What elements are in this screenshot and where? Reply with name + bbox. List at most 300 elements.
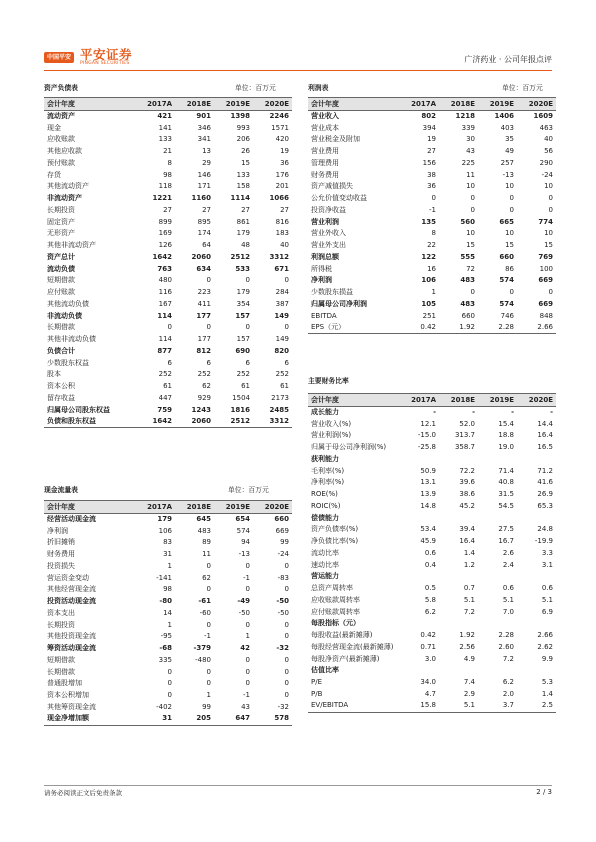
row-value: 0 <box>470 194 475 203</box>
row-value: 9.9 <box>541 654 553 663</box>
row-value: 669 <box>538 299 553 308</box>
row-value: 45.9 <box>420 537 436 546</box>
row-value: -60 <box>199 608 211 617</box>
balance-sheet-unit: 单位：百万元 <box>235 84 276 92</box>
row-label: 经营活动现金流 <box>47 515 96 524</box>
row-value: -379 <box>193 644 211 653</box>
row-value: 225 <box>461 158 475 167</box>
table-row <box>308 689 556 701</box>
row-label: 少数股东权益 <box>47 358 89 367</box>
row-value: 15 <box>544 241 553 250</box>
column-header-year: 2018E <box>439 394 478 407</box>
row-value: 61 <box>241 382 250 391</box>
column-header-year: 2020E <box>517 98 556 111</box>
row-label: 应付账款周转率 <box>311 607 360 616</box>
table-row <box>44 393 292 405</box>
table-row <box>44 525 292 537</box>
row-value: 290 <box>539 158 553 167</box>
row-value: 71.4 <box>498 466 514 475</box>
ratios-title: 主要财务比率 <box>308 377 349 385</box>
row-value <box>517 454 556 466</box>
row-value: 774 <box>538 217 553 226</box>
row-label: 利润总额 <box>311 252 339 261</box>
row-label: 营业税金及附加 <box>311 135 360 144</box>
report-title: 广济药业 · 公司年报点评 <box>464 55 552 64</box>
table-row <box>44 619 292 631</box>
row-value: 895 <box>197 217 211 226</box>
row-value: 3312 <box>253 416 292 428</box>
table-row <box>308 630 556 642</box>
row-value: 358.7 <box>454 443 475 452</box>
row-value: 133 <box>236 170 250 179</box>
row-value: 39.6 <box>459 478 475 487</box>
row-value: 7.0 <box>502 607 514 616</box>
table-row <box>308 536 556 548</box>
row-label: EPS（元） <box>308 322 400 334</box>
row-value: 26 <box>241 147 250 156</box>
row-value: 0 <box>245 323 250 332</box>
row-value: 2512 <box>230 252 250 261</box>
row-value: 0.6 <box>502 584 514 593</box>
row-value <box>439 454 478 466</box>
row-label: 投资净收益 <box>311 205 346 214</box>
row-label: 负债合计 <box>47 346 75 355</box>
balance-sheet-table <box>44 97 292 428</box>
row-value: 555 <box>460 252 475 261</box>
row-value: 339 <box>461 123 475 132</box>
row-value: 43 <box>241 702 250 711</box>
ratios-table <box>308 393 556 713</box>
table-row <box>308 477 556 489</box>
table-row <box>308 583 556 595</box>
row-label: 筹资活动现金流 <box>47 644 96 653</box>
row-value: 31 <box>136 713 175 725</box>
row-value: 15 <box>505 241 514 250</box>
row-value: 0.42 <box>400 322 439 334</box>
row-value: 26.9 <box>537 490 553 499</box>
row-label: 流动资产 <box>47 112 75 121</box>
row-value: 50.9 <box>420 466 436 475</box>
table-row <box>44 252 292 264</box>
row-value: 201 <box>275 182 289 191</box>
row-value: 1218 <box>455 112 475 121</box>
row-value: 27 <box>241 205 250 214</box>
row-value: 39.4 <box>459 525 475 534</box>
row-value: 3.7 <box>478 700 517 712</box>
row-label: 其他筹资现金流 <box>47 702 96 711</box>
row-value: -83 <box>277 573 289 582</box>
column-header-year: 2019E <box>478 394 517 407</box>
row-value: -61 <box>198 597 211 606</box>
row-value: 21 <box>163 147 172 156</box>
row-label: 非流动负债 <box>47 311 82 320</box>
table-row <box>308 653 556 665</box>
row-label: 营运资金变动 <box>47 573 89 582</box>
table-row <box>44 310 292 322</box>
row-value <box>478 571 517 583</box>
row-label: 少数股东损益 <box>311 288 353 297</box>
row-label: 应付账款 <box>47 288 75 297</box>
row-value: 179 <box>236 288 250 297</box>
row-label: 负债和股东权益 <box>44 416 136 428</box>
row-value: 0 <box>167 667 172 676</box>
row-value: 19 <box>280 147 289 156</box>
row-value: 64 <box>202 241 211 250</box>
row-value: 257 <box>500 158 514 167</box>
row-value: 0 <box>548 194 553 203</box>
row-value: 133 <box>158 135 172 144</box>
row-label: 每股经营现金流(最新摊薄) <box>311 642 394 651</box>
row-label: 长期投资 <box>47 620 75 629</box>
table-row <box>44 134 292 146</box>
table-row <box>308 134 556 146</box>
row-value: 560 <box>460 217 475 226</box>
row-value: 36 <box>280 158 289 167</box>
row-value: 0 <box>206 679 211 688</box>
row-value: -13 <box>502 170 514 179</box>
row-label: 净利润 <box>47 526 68 535</box>
row-value: -15.0 <box>417 431 436 440</box>
row-value: 1 <box>167 620 172 629</box>
row-value: 4.7 <box>424 689 436 698</box>
table-row <box>44 275 292 287</box>
row-value: 13.9 <box>420 490 436 499</box>
row-value: 24.8 <box>537 525 553 534</box>
row-value: 15 <box>466 241 475 250</box>
row-label: 净利润 <box>311 276 332 285</box>
row-label: 无形资产 <box>47 229 75 238</box>
row-value: 0 <box>206 585 211 594</box>
row-value: 0 <box>284 679 289 688</box>
row-value: 1243 <box>191 405 211 414</box>
page-number: 2 / 3 <box>536 788 552 796</box>
row-value: 0.6 <box>541 584 553 593</box>
row-value: 0 <box>245 620 250 629</box>
row-label: 财务费用 <box>311 170 339 179</box>
column-header-year: 2020E <box>253 98 292 111</box>
row-value: 0 <box>284 655 289 664</box>
row-value: -1 <box>429 205 436 214</box>
row-value: 483 <box>197 526 211 535</box>
row-value: 671 <box>274 264 289 273</box>
row-label: 长期借款 <box>47 323 75 332</box>
row-value: 98 <box>163 170 172 179</box>
row-value: 660 <box>461 311 475 320</box>
row-value: 463 <box>539 123 553 132</box>
row-label: 固定资产 <box>47 217 75 226</box>
row-value: 61 <box>163 382 172 391</box>
row-value: 899 <box>158 217 172 226</box>
table-row <box>44 643 292 655</box>
row-value: -32 <box>276 644 289 653</box>
table-row <box>44 404 292 416</box>
row-value: 2.28 <box>478 322 517 334</box>
row-value: 94 <box>241 538 250 547</box>
row-value: 99 <box>202 702 211 711</box>
table-row <box>44 572 292 584</box>
table-row <box>44 146 292 158</box>
row-value: 763 <box>157 264 172 273</box>
table-row <box>44 216 292 228</box>
row-value: 15.4 <box>498 419 514 428</box>
table-row <box>308 181 556 193</box>
row-value: 18.8 <box>498 431 514 440</box>
row-label: 非流动资产 <box>47 194 82 203</box>
row-value: -1 <box>204 632 211 641</box>
row-label: 营业外收入 <box>311 229 346 238</box>
table-row <box>44 169 292 181</box>
row-value: 56 <box>544 147 553 156</box>
row-value: 118 <box>158 182 172 191</box>
row-value: 802 <box>421 112 436 121</box>
row-value: 0.71 <box>420 642 436 651</box>
row-value: 2.5 <box>517 700 556 712</box>
row-value: 2.9 <box>463 689 475 698</box>
table-row <box>44 322 292 334</box>
column-header-year: 2019E <box>214 501 253 514</box>
row-value: 654 <box>235 515 250 524</box>
row-value: 156 <box>422 158 436 167</box>
row-value: 877 <box>157 346 172 355</box>
row-label: 获利能力 <box>311 454 339 463</box>
row-value: 0 <box>431 194 436 203</box>
row-value: 8 <box>431 229 436 238</box>
table-row <box>44 631 292 643</box>
row-label: 每股净资产(最新摊薄) <box>311 654 380 663</box>
row-value: 0 <box>245 276 250 285</box>
row-label: 短期借款 <box>47 276 75 285</box>
row-value: 2.66 <box>517 322 556 334</box>
row-value: 403 <box>500 123 514 132</box>
table-row <box>308 524 556 536</box>
row-value: 157 <box>235 311 250 320</box>
table-row <box>308 454 556 466</box>
row-label: 营业收入(%) <box>311 419 352 428</box>
table-row <box>44 346 292 358</box>
row-value: 252 <box>236 370 250 379</box>
row-value: 174 <box>197 229 211 238</box>
column-header-year: 2017A <box>136 98 175 111</box>
row-value: 89 <box>202 538 211 547</box>
row-value: 72 <box>466 264 475 273</box>
row-value: -25.8 <box>417 443 436 452</box>
row-value: 13 <box>202 147 211 156</box>
row-label: 归属于母公司净利润(%) <box>311 443 387 452</box>
table-row <box>308 299 556 311</box>
table-row <box>308 252 556 264</box>
row-value: 7.4 <box>463 678 475 687</box>
row-value: 0 <box>284 691 289 700</box>
row-value <box>478 618 517 630</box>
row-label: 其他应收款 <box>47 147 82 156</box>
row-value: 141 <box>158 123 172 132</box>
table-row <box>44 299 292 311</box>
row-label: 长期借款 <box>47 667 75 676</box>
row-label: ROIC(%) <box>311 501 341 510</box>
row-value <box>400 512 439 524</box>
table-row <box>308 571 556 583</box>
row-value: 65.3 <box>537 501 553 510</box>
row-value: 48 <box>241 241 250 250</box>
row-value: 61 <box>280 382 289 391</box>
row-value: 106 <box>158 526 172 535</box>
row-value: 36 <box>427 182 436 191</box>
row-label: 管理费用 <box>311 158 339 167</box>
header-divider <box>44 70 552 71</box>
row-value: 179 <box>157 515 172 524</box>
row-value: 179 <box>236 229 250 238</box>
row-value: 660 <box>499 252 514 261</box>
row-label: 成长能力 <box>311 408 339 417</box>
row-value: 0 <box>470 288 475 297</box>
row-label: 归属母公司股东权益 <box>47 405 110 414</box>
row-value: 1 <box>206 691 211 700</box>
row-value: 5.3 <box>541 678 553 687</box>
row-value <box>478 665 517 677</box>
row-value: 98 <box>163 585 172 594</box>
row-value: 14.8 <box>420 501 436 510</box>
row-value: 6 <box>245 358 250 367</box>
row-value: 27 <box>427 147 436 156</box>
row-value <box>517 512 556 524</box>
row-value <box>400 665 439 677</box>
row-value: 660 <box>274 515 289 524</box>
row-value: -68 <box>159 644 172 653</box>
row-value: 34.0 <box>420 678 436 687</box>
table-row <box>44 514 292 526</box>
table-row <box>44 334 292 346</box>
row-value: 11 <box>466 170 475 179</box>
row-value: -95 <box>160 632 172 641</box>
column-header-year: 2020E <box>517 394 556 407</box>
row-label: 资产总计 <box>47 252 75 261</box>
row-value: 38 <box>427 170 436 179</box>
table-row <box>44 158 292 170</box>
row-value: -402 <box>156 702 172 711</box>
cash-flow-unit: 单位：百万元 <box>228 486 269 494</box>
row-value: 335 <box>158 655 172 664</box>
row-value: 10 <box>544 229 553 238</box>
column-header-label: 会计年度 <box>44 98 136 111</box>
table-row <box>44 181 292 193</box>
column-header-label: 会计年度 <box>44 501 136 514</box>
row-value: 2.4 <box>502 560 514 569</box>
row-value: 86 <box>505 264 514 273</box>
row-value: 0 <box>284 276 289 285</box>
row-value: -1 <box>243 691 250 700</box>
row-value: 16.4 <box>537 431 553 440</box>
row-value: 1221 <box>152 194 172 203</box>
row-value: 169 <box>158 229 172 238</box>
row-value: 5.1 <box>463 595 475 604</box>
row-label: 应收账款 <box>47 135 75 144</box>
table-row <box>44 228 292 240</box>
row-value: 2.56 <box>459 642 475 651</box>
row-value: 41.6 <box>537 478 553 487</box>
row-value: 5.1 <box>439 700 478 712</box>
row-label: 其他非流动负债 <box>47 335 96 344</box>
row-value <box>439 571 478 583</box>
row-value <box>400 454 439 466</box>
row-value: 861 <box>236 217 250 226</box>
row-value: 83 <box>163 538 172 547</box>
row-label: 所得税 <box>311 264 332 273</box>
table-row <box>308 677 556 689</box>
table-row <box>44 702 292 714</box>
row-value: - <box>550 408 553 417</box>
row-value: 167 <box>158 299 172 308</box>
row-value: 2.66 <box>537 631 553 640</box>
row-value: 4.9 <box>463 654 475 663</box>
row-value: 420 <box>275 135 289 144</box>
row-value: 1.92 <box>459 631 475 640</box>
row-value: 157 <box>236 335 250 344</box>
row-value: 0 <box>245 561 250 570</box>
row-value: 0 <box>509 194 514 203</box>
table-row <box>44 205 292 217</box>
table-row <box>308 606 556 618</box>
row-value: 10 <box>505 229 514 238</box>
row-value: 2246 <box>269 112 289 121</box>
row-value: 341 <box>197 135 211 144</box>
table-row <box>308 169 556 181</box>
row-value: 205 <box>175 713 214 725</box>
row-label: 营业收入 <box>311 112 339 121</box>
table-row <box>308 407 556 419</box>
column-header-year: 2020E <box>253 501 292 514</box>
row-value: 0 <box>284 323 289 332</box>
table-row <box>44 690 292 702</box>
row-value: -24 <box>541 170 553 179</box>
row-value: 2173 <box>271 393 289 402</box>
row-value: 0 <box>206 561 211 570</box>
row-value: 14 <box>163 608 172 617</box>
row-value: 0 <box>167 679 172 688</box>
row-value: 690 <box>235 346 250 355</box>
column-header-year: 2018E <box>175 501 214 514</box>
row-value <box>439 512 478 524</box>
table-row <box>308 287 556 299</box>
row-value: 0 <box>284 620 289 629</box>
row-value: 105 <box>421 299 436 308</box>
table-row <box>44 381 292 393</box>
row-value <box>517 618 556 630</box>
row-value: - <box>472 408 475 417</box>
row-value: 3.0 <box>424 654 436 663</box>
row-value: 6.2 <box>502 678 514 687</box>
row-value: - <box>511 408 514 417</box>
table-row <box>44 416 292 428</box>
row-value: 13.1 <box>420 478 436 487</box>
row-value: 29 <box>202 158 211 167</box>
row-label: 估值比率 <box>311 666 339 675</box>
row-value: 11 <box>202 550 211 559</box>
row-value: 929 <box>197 393 211 402</box>
row-value: 16.7 <box>498 537 514 546</box>
company-logo <box>44 48 132 66</box>
row-label: 营业费用 <box>311 147 339 156</box>
row-label: 投资活动现金流 <box>47 597 96 606</box>
row-label: 其他投资现金流 <box>47 632 96 641</box>
row-value: 171 <box>197 182 211 191</box>
row-value: 0 <box>284 585 289 594</box>
row-value: 1816 <box>230 405 250 414</box>
row-value: 10 <box>466 229 475 238</box>
row-value: 820 <box>274 346 289 355</box>
row-value: 0 <box>509 205 514 214</box>
row-value <box>517 665 556 677</box>
table-row <box>44 240 292 252</box>
